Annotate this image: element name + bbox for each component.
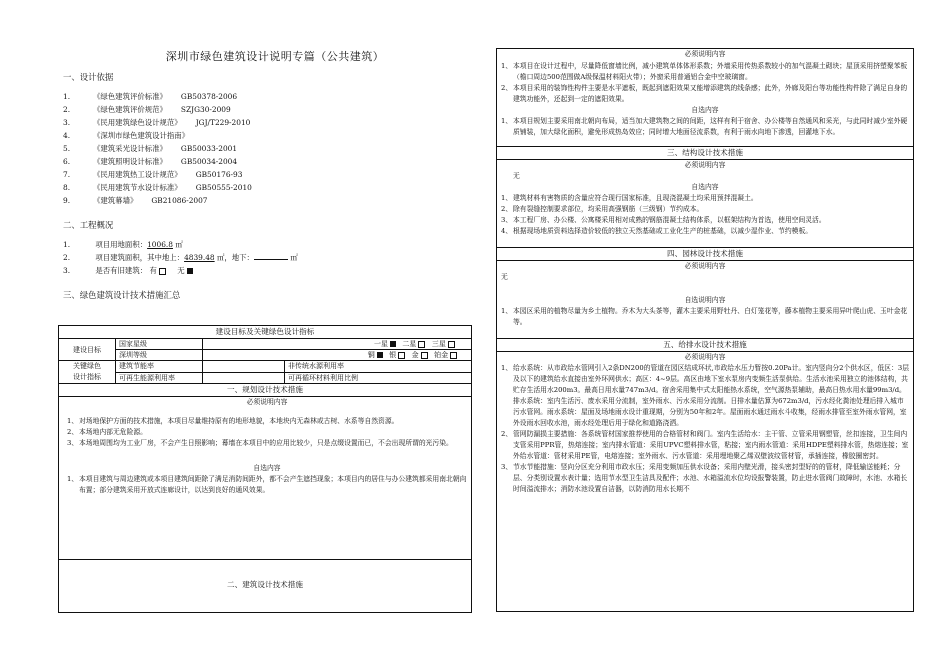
- list-item: [67, 438, 467, 449]
- water-band: 五、给排水设计技术措施: [497, 338, 913, 352]
- list-item: [501, 193, 909, 204]
- item-text: 建筑材料有害物质的含量应符合现行国家标准，且现浇混凝土均采用预拌混凝土。: [513, 194, 758, 202]
- energy-saving-rate-label: 建筑节能率: [116, 361, 203, 373]
- structure-none: 无: [513, 172, 520, 180]
- key-indicators-label: [59, 361, 116, 384]
- item-number: 1、: [67, 417, 79, 425]
- reference-name: 《建筑幕墙》: [93, 196, 138, 205]
- reference-code: GB50033-2001: [180, 144, 238, 153]
- reference-item: [63, 116, 475, 129]
- item-text: 节水节能措施：竖向分区充分利用市政水压；采用变频加压供水设备；采用内壁光滑，接头密封型好的的管材，降低输送能耗；分层、分类别设置水表计量；选用节水型卫生洁具及配件；水池、水箱溢流水位均设报警装置，防止进水管阀门故障时，水池、水箱长时间溢流排水；消防水池设置自洁器，以防消防用水长期不: [513, 463, 908, 493]
- item-number: 1、: [501, 364, 513, 372]
- list-item: [501, 226, 909, 237]
- reference-code: JGJ/T229-2010: [195, 118, 251, 127]
- renewable-energy-rate-label: 可再生能源利用率: [116, 372, 203, 384]
- planning-mandatory-heading: 必须说明内容: [246, 398, 288, 406]
- option-no-label: 无: [177, 266, 185, 275]
- reference-item: [63, 142, 475, 155]
- item-number: 2、: [501, 205, 513, 213]
- reference-code: SZJG30-2009: [180, 105, 231, 114]
- list-item: [501, 429, 909, 462]
- reference-number: 7.: [63, 170, 71, 179]
- structure-band: 三、结构设计技术措施: [497, 146, 913, 160]
- sz-level-options: [203, 350, 472, 361]
- garden-optional-heading: 自选说明内容: [684, 296, 726, 304]
- reference-list: [55, 90, 475, 207]
- level-copper-label: 铜: [367, 351, 375, 359]
- garden-mandatory-heading: 必须说明内容: [684, 262, 726, 270]
- list-item: [501, 61, 909, 83]
- building-area-label: 项目建筑面积，其中地上：: [95, 253, 185, 262]
- site-area-value: 1006.8: [147, 240, 173, 249]
- reference-name: 《民用建筑绿色设计规范》: [93, 118, 182, 127]
- line-number: 3.: [63, 266, 71, 275]
- indicator-table-title: 建设目标及关键绿色设计指标: [215, 327, 315, 336]
- section-heading-summary: 三、绿色建筑设计技术措施汇总: [63, 290, 181, 300]
- item-number: 1、: [501, 62, 513, 70]
- item-number: 1、: [501, 307, 513, 315]
- unit: ㎡，地下：: [216, 253, 254, 262]
- list-item: [501, 83, 909, 105]
- section-heading-basis: 一、设计依据: [63, 72, 114, 82]
- item-number: 4、: [501, 227, 513, 235]
- item-text: 本场地周围均为工业厂房，不会产生日照影响；幕墙在本项目中的应用比较少，只是点缀设置而已，不会出现所谓的光污染。: [79, 439, 453, 447]
- planning-mandatory-list: [59, 416, 471, 449]
- planning-band: 一、规划设计技术措施: [59, 384, 471, 397]
- reference-code: GB21086-2007: [151, 196, 208, 205]
- reference-name: 《建筑采光设计标准》: [93, 144, 167, 153]
- star-3-label: 三星: [431, 340, 446, 348]
- reference-item: [63, 103, 475, 116]
- item-number: 2、: [501, 84, 513, 92]
- arch-mandatory-heading: 必须说明内容: [684, 50, 726, 58]
- list-item: [501, 215, 909, 226]
- item-text: 给水系统：从市政给水管网引入2条DN200的管道在园区结成环状,市政给水压力暂按0.20Pa计。室内竖向分2个供水区，低区：3层及以下的建筑给水直接由室外环网供水；高区：4~9层。高区由地下室水泵房内变频生活泵供给。生活水池采用独立的池体结构，共贮存生活用水200m3。最高日用水量747m3/d。宿舍采用集中式太阳能热水系统，空气源热泵辅助，最高日热水用水量99m3/d。排水系统：室内生活污、废水采用分流制，室外雨水、污水采用分流制。日排水量估算为672m3/d，污水经化粪池处理后排入城市污水管网。雨水系统：屋面及场地雨水设计重现期，分别为50年和2年。屋面雨水通过雨水斗收集，经雨水排管至室外雨水管网，室外设雨水回收水池，雨水经处理后用于绿化和道路浇洒。: [513, 364, 910, 427]
- list-item: [501, 204, 909, 215]
- item-number: 1、: [501, 117, 513, 125]
- item-number: 3、: [67, 439, 79, 447]
- item-text: 本项目在设计过程中，尽量降低窗墙比例，减小建筑单体体形系数；外墙采用传热系数较小的加气混凝土砌块；屋顶采用挤塑聚苯板（檐口周边500范围做A级保温材料阳火带）；外窗采用普通铝合金中空玻璃窗。: [513, 62, 908, 81]
- left-column: [55, 40, 475, 308]
- item-number: 2、: [67, 428, 79, 436]
- list-item: [67, 427, 467, 438]
- water-mandatory-list: [497, 363, 913, 495]
- item-text: 除有裂缝控制要求部位，均采用高强钢筋（三级钢）节约成本。: [513, 205, 704, 213]
- reference-number: 5.: [63, 144, 71, 153]
- garden-band: 四、园林设计技术措施: [497, 247, 913, 261]
- item-text: 本项目采用的装饰性构件主要是水平遮板，既起到遮阳效果又能增添建筑的线条感；此外，外廊及阳台等功能性构件除了满足自身的建筑功能外，还起到一定的遮阳效果。: [513, 84, 908, 103]
- nontrad-water-rate-label: 非传统水源利用率: [285, 361, 472, 373]
- goal-label: 建设目标: [59, 339, 116, 361]
- arch-optional-heading: 自选内容: [691, 106, 719, 114]
- reference-item: [63, 129, 475, 142]
- reference-item: [63, 168, 475, 181]
- item-number: 1、: [501, 194, 513, 202]
- reference-number: 9.: [63, 196, 71, 205]
- reference-item: [63, 194, 475, 207]
- checkbox-empty-icon: [448, 341, 455, 348]
- unit: ㎡: [290, 253, 298, 262]
- reference-name: 《绿色建筑评价规范》: [93, 105, 167, 114]
- item-number: 1、: [67, 475, 79, 483]
- level-gold-label: 金: [411, 351, 419, 359]
- list-item: [501, 116, 909, 138]
- checkbox-empty-icon: [418, 341, 425, 348]
- reference-code: GB50176-93: [195, 170, 243, 179]
- site-area-label: 项目用地面积：: [95, 240, 148, 249]
- level-platinum-label: 铂金: [434, 351, 449, 359]
- reference-name: 《建筑照明设计标准》: [93, 157, 167, 166]
- reference-code: GB50378-2006: [180, 92, 238, 101]
- key-indicators-line-1: 关键绿色: [73, 362, 101, 370]
- garden-none: 无: [501, 273, 508, 281]
- water-mandatory-heading: 必须说明内容: [684, 353, 726, 361]
- old-building-label: 是否有旧建筑：: [95, 266, 148, 275]
- structure-mandatory-heading: 必须说明内容: [684, 161, 726, 169]
- checkbox-empty-icon: [421, 352, 428, 359]
- item-text: 根据现场地质资料选择造价较低的独立天然基础或工业化生产的桩基础，以减少湿作业、节约模板。: [513, 227, 813, 235]
- reference-item: [63, 155, 475, 168]
- list-item: [67, 474, 467, 496]
- list-item: [501, 306, 909, 328]
- item-text: 本园区采用的植物尽量为乡土植物。乔木为大头茶等，灌木主要采用野牡丹、白灯笼花等，藤本植物主要采用异叶爬山虎、玉叶金花等。: [513, 307, 908, 326]
- list-item: [67, 416, 467, 427]
- reference-code: GB50555-2010: [195, 183, 252, 192]
- checkbox-empty-icon: [398, 352, 405, 359]
- item-number: 3、: [501, 463, 513, 471]
- above-ground-area-value: 4839.48: [184, 253, 215, 262]
- item-text: 本项目规划主要采用南北朝向布局，适当加大建筑物之间的间距，这样有利于宿舍、办公楼等自然通风和采光，与此同时减少室外硬质铺装，加大绿化面积，避免形成热岛效应；同时增大地面径流系数，有利于雨水向地下渗透，回灌地下水。: [513, 117, 908, 136]
- checkbox-empty-icon: [450, 352, 457, 359]
- checkbox-filled-icon: [377, 352, 383, 358]
- overview-line-2: [63, 251, 475, 264]
- item-number: 3、: [501, 216, 513, 224]
- national-star-label: 国家星级: [116, 339, 203, 350]
- page-title: 深圳市绿色建筑设计说明专篇（公共建筑）: [165, 50, 385, 63]
- reference-name: 《民用建筑热工设计规范》: [93, 170, 182, 179]
- reference-number: 8.: [63, 183, 71, 192]
- level-silver-label: 银: [389, 351, 397, 359]
- option-yes-label: 有: [149, 266, 157, 275]
- reference-code: GB50034-2004: [180, 157, 238, 166]
- structure-optional-heading: 自选内容: [691, 183, 719, 191]
- sz-level-label: 深圳等级: [116, 350, 203, 361]
- arch-optional-list: [497, 116, 913, 138]
- item-text: 本场地内部无危险源。: [79, 428, 147, 436]
- planning-optional-list: [59, 474, 471, 496]
- reference-number: 4.: [63, 131, 71, 140]
- recyclable-material-rate-label: 可再循环材料利用比例: [285, 372, 472, 384]
- list-item: [501, 363, 909, 429]
- item-text: 对场地保护方面的技术措施，本项目尽量维持原有的地形地貌，本地块内无森林或古树、水系等自然资源。: [79, 417, 399, 425]
- line-number: 1.: [63, 240, 71, 249]
- garden-optional-list: [497, 306, 913, 328]
- architecture-band-start: 二、建筑设计技术措施: [59, 559, 471, 610]
- indicator-box: [58, 325, 472, 613]
- overview-line-1: [63, 238, 475, 251]
- reference-number: 1.: [63, 92, 71, 101]
- star-2-label: 二星: [402, 340, 417, 348]
- star-1-label: 一星: [373, 340, 388, 348]
- checkbox-filled-icon: [187, 268, 193, 274]
- item-text: 本项目建筑与周边建筑或本项目建筑间距除了满足消防间距外，都不会产生遮挡现象；本项目内的居住与办公建筑都采用南北朝向布置；部分建筑采用开放式连廊设计，以达到良好的通风效果。: [79, 475, 467, 494]
- underground-area-blank: [254, 251, 288, 260]
- list-item: [501, 462, 909, 495]
- planning-optional-heading: 自选内容: [253, 464, 281, 472]
- right-box: [496, 48, 914, 612]
- section-heading-overview: 二、工程概况: [63, 220, 114, 230]
- checkbox-empty-icon: [159, 268, 166, 275]
- key-indicators-line-2: 设计指标: [73, 373, 101, 381]
- unit: ㎡: [175, 240, 183, 249]
- indicator-table: [59, 338, 471, 384]
- reference-number: 2.: [63, 105, 71, 114]
- checkbox-filled-icon: [390, 341, 396, 347]
- line-number: 2.: [63, 253, 71, 262]
- arch-mandatory-list: [497, 61, 913, 105]
- item-number: 2、: [501, 430, 513, 438]
- reference-number: 6.: [63, 157, 71, 166]
- reference-name: 《深圳市绿色建筑设计指南》: [93, 131, 190, 140]
- national-star-options: [203, 339, 472, 350]
- reference-number: 3.: [63, 118, 71, 127]
- item-text: 管网防漏损主要措施：各系统管材国家推荐使用的合格管材和阀门。室内生活给水：主干管、立管采用钢塑管，丝扣连接，卫生间内支管采用PPR管，热熔连接；室内排水管道：采用UPVC塑料排水管，粘接；室内雨水管道：采用HDPE塑料排水管，热熔连接；室外给水管道：管材采用PE管，电熔连接；室外雨水、污水管道：采用埋地聚乙烯双壁波纹管材管，承插连接，橡胶圈密封。: [513, 430, 909, 460]
- reference-name: 《绿色建筑评价标准》: [93, 92, 167, 101]
- reference-name: 《民用建筑节水设计标准》: [93, 183, 182, 192]
- structure-optional-list: [497, 193, 913, 237]
- reference-item: [63, 90, 475, 103]
- item-text: 本工程厂房、办公楼、公寓楼采用相对成熟的钢筋混凝土结构体系，以框架结构为首选，使用空间灵活。: [513, 216, 826, 224]
- reference-item: [63, 181, 475, 194]
- overview-line-3: [63, 264, 475, 277]
